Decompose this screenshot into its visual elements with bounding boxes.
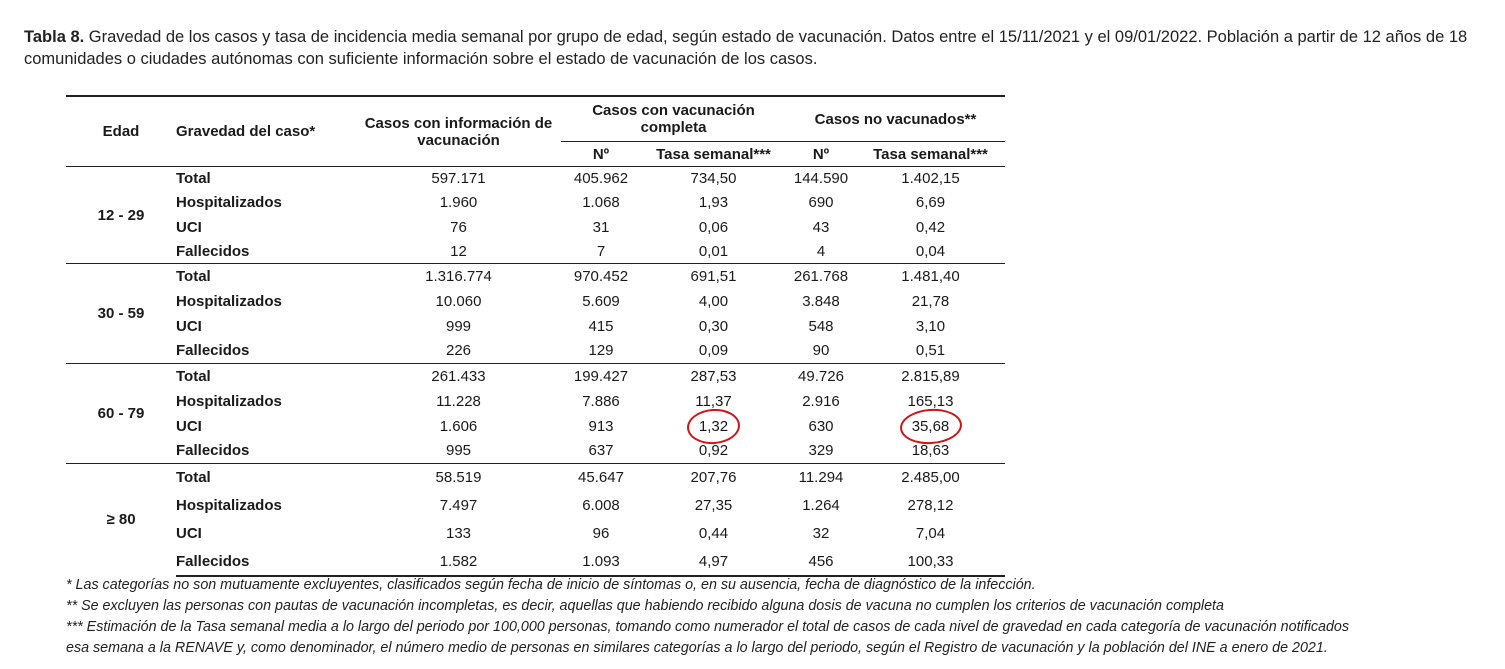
severity-label: UCI [176,525,202,542]
severity-label: Total [176,264,356,289]
cell-novac-n: 11.294 [786,464,856,492]
cell-vac-n: 970.452 [561,264,641,289]
cell-vac-n: 6.008 [582,497,620,514]
cell-info: 12 [450,242,467,260]
cell-vac-tasa: 287,53 [641,364,786,389]
cell-vac-n: 129 [588,342,614,360]
table-row [66,520,1005,548]
header-no-vacunados: Casos no vacunados** [786,96,1005,142]
cell-info: 1.316.774 [356,264,561,289]
cell-vac-tasa: 691,51 [641,264,786,289]
cell-vac-tasa: 0,09 [698,342,729,360]
table-row [66,464,1005,492]
cell-vac-n: 199.427 [561,364,641,389]
cell-vac-tasa: 0,44 [698,525,729,542]
severity-label: Fallecidos [176,242,250,260]
age-group-label: 60 - 79 [66,364,176,464]
cell-novac-tasa: 1.402,15 [856,167,1005,191]
table-row [66,389,1005,414]
cell-info: 597.171 [356,167,561,191]
footnote: *** Estimación de la Tasa semanal media a lo largo del periodo por 100,000 personas, tomando como numerador el total de casos de cada nivel de gravedad en cada categoría de vacunación notificados [66,619,1350,635]
table-row [66,364,1005,389]
table-row [66,191,1005,215]
severity-label: Hospitalizados [176,194,282,212]
footnote: ** Se excluyen las personas con pautas de vacunación incompletas, es decir, aquellas que habiendo recibido alguna dosis de vacuna no cumplen los criterios de vacunación completa [66,598,1224,614]
age-group-label: 12 - 29 [66,167,176,264]
cell-vac-n: 913 [588,417,614,435]
cell-novac-tasa: 21,78 [911,292,950,310]
cell-vac-tasa: 0,92 [698,442,729,460]
header-vacunacion-completa: Casos con vacunación completa [561,96,786,142]
cell-vac-tasa: 11,37 [695,392,732,410]
cell-novac-tasa: 18,63 [911,442,950,460]
severity-label: Total [176,167,356,191]
cell-info: 7.497 [439,497,478,514]
cell-info: 226 [445,342,472,360]
age-group-12-29 [66,167,1005,264]
cell-novac-tasa: 278,12 [907,497,954,514]
cell-novac-tasa: 2.815,89 [856,364,1005,389]
cell-vac-tasa: 4,00 [698,292,729,310]
cell-info: 11.228 [436,392,481,410]
cell-novac-n: 43 [812,218,830,236]
cell-info: 261.433 [356,364,561,389]
cell-vac-tasa: 27,35 [694,497,733,514]
cell-vac-tasa: 0,06 [698,218,729,236]
cell-novac-tasa: 7,04 [915,525,946,542]
severity-label: Fallecidos [176,548,356,576]
table-row [66,239,1005,263]
header-gravedad: Gravedad del caso* [176,96,356,167]
table-row [66,167,1005,191]
cell-novac-n: 456 [786,548,856,576]
cell-novac-n: 548 [808,317,834,335]
cell-novac-tasa: 2.485,00 [856,464,1005,492]
cell-novac-n: 4 [816,242,826,260]
table-row [66,414,1005,439]
header-vac-tasa: Tasa semanal*** [641,142,786,167]
cell-info: 10.060 [435,292,482,310]
table-row [66,314,1005,339]
severity-label: Fallecidos [176,442,250,460]
table-caption [24,26,1484,70]
cell-vac-n: 405.962 [561,167,641,191]
red-circle-annotation: 35,68 [911,417,950,435]
cell-vac-n: 45.647 [561,464,641,492]
cell-novac-tasa: 165,13 [907,392,954,410]
cell-novac-n: 2.916 [802,392,840,410]
cell-vac-n: 7 [596,242,606,260]
cell-novac-n: 32 [812,525,830,542]
cell-novac-n: 1.264 [802,497,840,514]
header-edad: Edad [66,96,176,167]
table-row [66,492,1005,520]
cell-info: 1.606 [439,417,478,435]
cell-vac-n: 7.886 [582,392,620,410]
cell-novac-tasa: 0,04 [915,242,946,260]
cell-novac-tasa: 6,69 [915,194,946,212]
cell-info: 1.960 [439,194,478,212]
cell-vac-n: 31 [592,218,610,236]
age-group-label: ≥ 80 [66,464,176,576]
severity-label: UCI [176,218,202,236]
cell-novac-tasa: 0,51 [915,342,946,360]
severity-label: Hospitalizados [176,497,282,514]
table-row [66,264,1005,289]
cell-vac-n: 1.093 [561,548,641,576]
cell-vac-tasa: 4,97 [641,548,786,576]
cell-novac-tasa: 1.481,40 [856,264,1005,289]
cell-novac-n: 261.768 [786,264,856,289]
severity-label: Total [176,364,356,389]
header-novac-tasa: Tasa semanal*** [856,142,1005,167]
cell-info: 1.582 [356,548,561,576]
cell-info: 995 [445,442,472,460]
red-circle-annotation: 1,32 [698,417,729,435]
cell-vac-tasa [641,414,786,439]
footnotes [66,575,1496,659]
age-group-30-59 [66,264,1005,364]
table-row [66,439,1005,464]
cell-vac-tasa: 0,30 [698,317,729,335]
age-group-label: 30 - 59 [66,264,176,364]
caption-label: Tabla 8. [24,28,85,46]
cell-vac-n: 637 [588,442,614,460]
table-row [66,548,1005,576]
severity-label: Fallecidos [176,342,250,360]
cell-vac-tasa: 0,01 [698,242,729,260]
cell-novac-n: 144.590 [786,167,856,191]
cell-vac-n: 96 [592,525,610,542]
cell-novac-n: 90 [812,342,830,360]
age-group-80-plus [66,464,1005,576]
vaccination-severity-table [66,95,1005,577]
footnote: * Las categorías no son mutuamente excluyentes, clasificados según fecha de inicio de síntomas o, en su ausencia, fecha de diagnóstico de la infección. [66,577,1036,593]
cell-novac-tasa: 3,10 [915,317,946,335]
cell-info: 76 [450,218,467,236]
table-row [66,215,1005,239]
cell-novac-tasa: 0,42 [915,218,946,236]
caption-text: Gravedad de los casos y tasa de incidencia media semanal por grupo de edad, según estado de vacunación. Datos entre el 15/11/2021 y el 09/01/2022. Población a partir de 12 años de 18 comunidades o ciudades autónomas con suficiente información sobre el estado de vacunación de los casos. [24,28,1468,68]
cell-novac-tasa [856,414,1005,439]
cell-vac-tasa: 734,50 [641,167,786,191]
header-info: Casos con información de vacunación [356,96,561,167]
cell-vac-tasa: 207,76 [641,464,786,492]
age-group-60-79 [66,364,1005,464]
table-row [66,339,1005,364]
severity-label: Total [176,464,356,492]
cell-vac-n: 415 [588,317,614,335]
cell-novac-n: 329 [808,442,834,460]
cell-vac-n: 1.068 [582,194,620,212]
footnote: esa semana a la RENAVE y, como denominador, el número medio de personas en similares categorías a lo largo del periodo, según el Registro de vacunación y la población del INE a enero de 2021. [66,640,1328,656]
cell-vac-n: 5.609 [582,292,620,310]
severity-label: UCI [176,417,202,435]
cell-vac-tasa: 1,93 [698,194,729,212]
cell-novac-n: 49.726 [786,364,856,389]
cell-info: 58.519 [356,464,561,492]
table-row [66,289,1005,314]
cell-novac-n: 3.848 [802,292,840,310]
cell-novac-n: 690 [808,194,834,212]
cell-info: 999 [445,317,472,335]
severity-label: Hospitalizados [176,292,282,310]
severity-label: Hospitalizados [176,392,282,410]
cell-info: 133 [445,525,472,542]
cell-novac-tasa: 100,33 [856,548,1005,576]
header-vac-n: Nº [561,142,641,167]
severity-label: UCI [176,317,202,335]
header-novac-n: Nº [786,142,856,167]
cell-novac-n: 630 [808,417,834,435]
